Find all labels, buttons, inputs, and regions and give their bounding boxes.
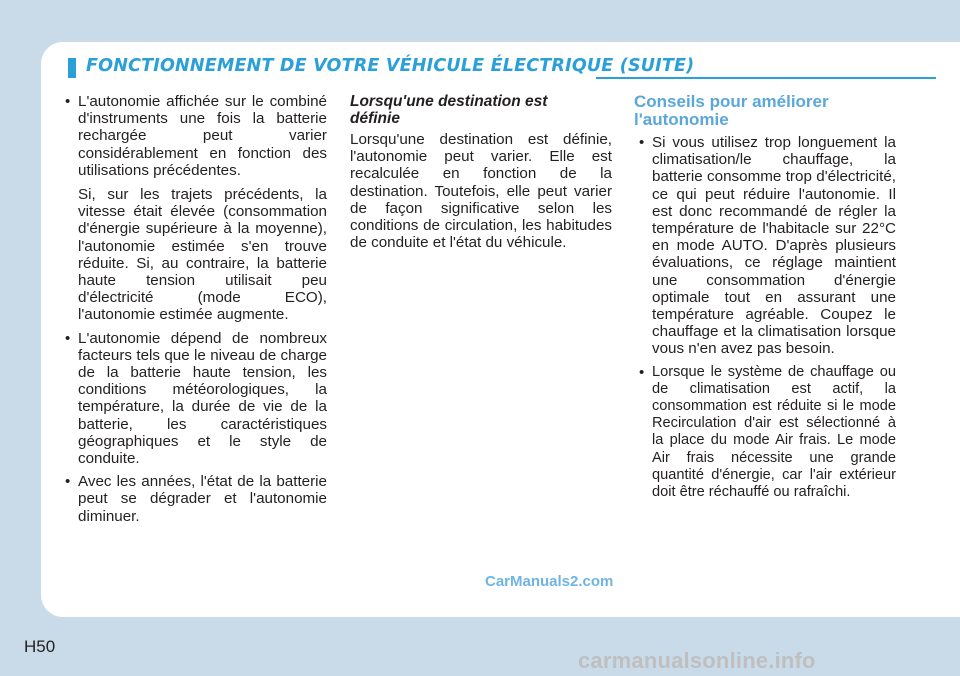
column-1 [60, 93, 327, 531]
title-rule [596, 77, 936, 79]
tips-bullet-list [634, 134, 896, 501]
destination-heading [350, 93, 612, 127]
list-item [634, 134, 896, 358]
bullet-text: Lorsque le système de chauffage ou de climatisation est actif, la consommation est réduite si le mode Recirculation d'air est sélectionné à la place du mode Air frais. Le mode Air frais nécessite une grande quantité d'énergie, car l'air extérieur doit être réchauffé ou rafraîchi. [652, 363, 896, 501]
bullet-text: L'autonomie dépend de nombreux facteurs tels que le niveau de charge de la batterie haute tension, les conditions météorologiques, la température, la durée de vie de la batterie, les caractéristiques géographiques et le style de conduite. [78, 329, 327, 468]
bullet-icon: • [65, 329, 71, 347]
tips-heading [634, 93, 896, 129]
bullet-icon: • [65, 473, 71, 491]
tips-heading-line-2: l'autonomie [634, 110, 729, 129]
column-1-bullet-list [60, 93, 327, 525]
bullet-text: Si vous utilisez trop longuement la climatisation/le chauffage, la batterie consomme trop d'électricité, ce qui peut réduire l'autonomie. Il est donc recommandé de régler la température de l'habitacle sur 22°C en mode AUTO. D'après plusieurs évaluations, ce réglage maintient une consommation d'énergie optimale tout en assurant une température agréable. Coupez le chauffage et la climatisation lorsque vous n'en avez pas besoin. [652, 134, 896, 358]
tips-heading-line-1: Conseils pour améliorer [634, 92, 829, 111]
title-accent-bar [68, 58, 76, 78]
destination-heading-line-2: définie [350, 110, 400, 127]
list-item [60, 330, 327, 468]
list-item [60, 93, 327, 324]
bullet-icon: • [639, 363, 645, 381]
bullet-text: Avec les années, l'état de la batterie peut se dégrader et l'autonomie diminuer. [78, 473, 327, 525]
bullet-continuation: Si, sur les trajets précédents, la vitesse était élevée (consommation d'énergie supérieure à la moyenne), l'autonomie estimée s'en trouve réduite. Si, au contraire, la batterie haute tension utilisait peu d'électricité (mode ECO), l'autonomie estimée augmente. [78, 186, 327, 324]
watermark-carmanuals2[interactable]: CarManuals2.com [485, 573, 614, 590]
bullet-icon: • [639, 134, 645, 151]
watermark-carmanualsonline[interactable]: carmanualsonline.info [578, 648, 816, 673]
destination-body: Lorsqu'une destination est définie, l'autonomie peut varier. Elle est recalculée en fonction de la destination. Toutefois, elle peut varier de façon significative selon les conditions de circulation, les habitudes de conduite et l'état du véhicule. [350, 131, 612, 252]
bullet-text: L'autonomie affichée sur le combiné d'instruments une fois la batterie rechargée peut varier considérablement en fonction des utilisations précédentes. [78, 93, 327, 179]
bullet-icon: • [65, 93, 71, 110]
destination-heading-line-1: Lorsqu'une destination est [350, 93, 548, 110]
section-title: FONCTIONNEMENT DE VOTRE VÉHICULE ÉLECTRIQUE (SUITE) [86, 56, 695, 76]
column-2 [350, 93, 612, 251]
page-number: H50 [24, 637, 56, 656]
column-3 [634, 93, 896, 507]
list-item [634, 364, 896, 502]
list-item [60, 473, 327, 525]
